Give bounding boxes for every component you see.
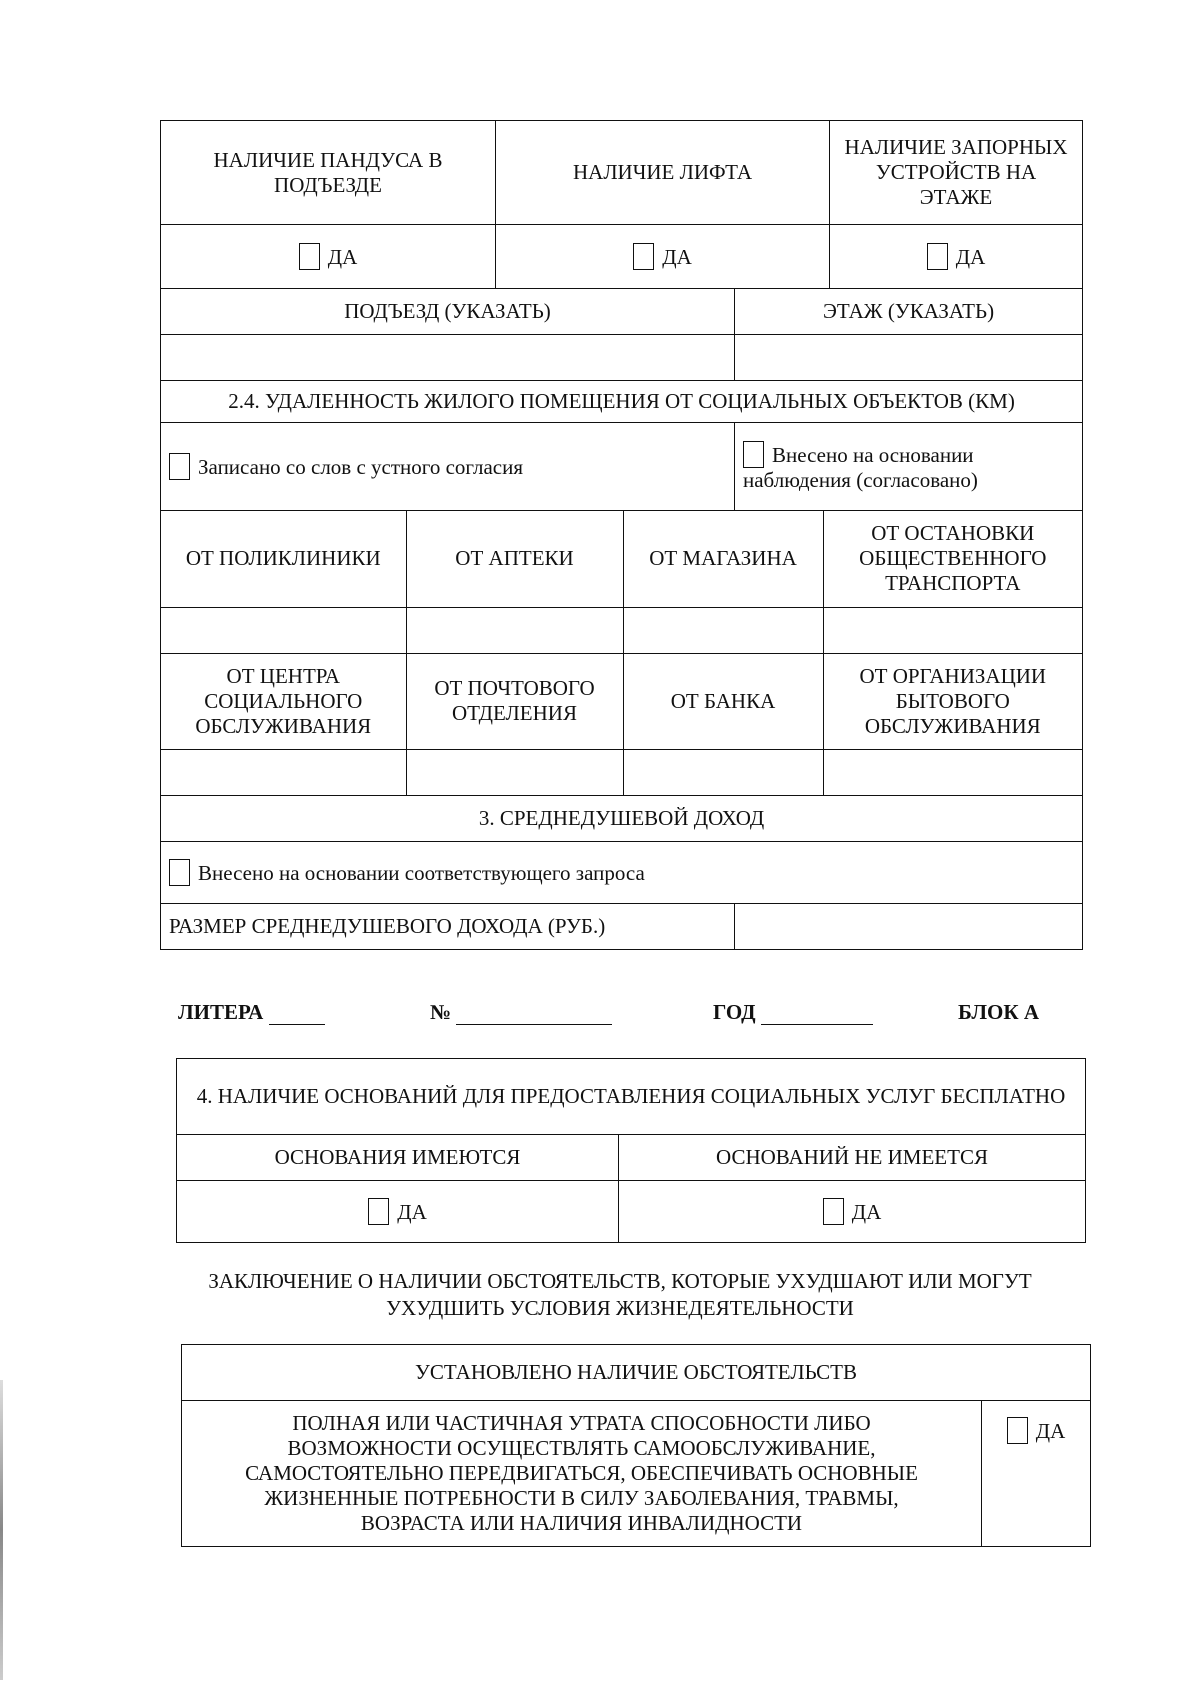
conclusion-heading: ЗАКЛЮЧЕНИЕ О НАЛИЧИИ ОБСТОЯТЕЛЬСТВ, КОТОРЫЕ УХУДШАЮТ ИЛИ МОГУТ УХУДШИТЬ УСЛОВИЯ ЖИЗНЕДЕЯТЕЛЬНОСТИ [208, 1269, 1032, 1320]
grounds-have-header: ОСНОВАНИЯ ИМЕЮТСЯ [177, 1135, 619, 1181]
distance-shop-value[interactable] [623, 607, 823, 653]
distance-grid [161, 511, 1082, 795]
circumstances-established-title: УСТАНОВЛЕНО НАЛИЧИЕ ОБСТОЯТЕЛЬСТВ [182, 1345, 1091, 1401]
income-request-checkbox[interactable] [169, 859, 190, 886]
block-label: БЛОК А [958, 1000, 1039, 1024]
floor-input-cell[interactable] [735, 335, 1083, 381]
distance-clinic-value[interactable] [161, 607, 406, 653]
grounds-table [176, 1058, 1086, 1243]
income-section-title: 3. СРЕДНЕДУШЕВОЙ ДОХОД [161, 796, 1083, 842]
observation-label: Внесено на основании наблюдения (согласовано) [743, 442, 978, 492]
yes-label: ДА [955, 245, 986, 269]
circumstance-self-care-text: ПОЛНАЯ ИЛИ ЧАСТИЧНАЯ УТРАТА СПОСОБНОСТИ ЛИБО ВОЗМОЖНОСТИ ОСУЩЕСТВЛЯТЬ САМООБСЛУЖИВАНИЕ, САМОСТОЯТЕЛЬНО ПЕРЕДВИГАТЬСЯ, ОБЕСПЕЧИВАТЬ ОСНОВНЫЕ ЖИЗНЕННЫЕ ПОТРЕБНОСТИ В СИЛУ ЗАБОЛЕВАНИЯ, ТРАВМЫ, ВОЗРАСТА ИЛИ НАЛИЧИЯ ИНВАЛИДНОСТИ [182, 1401, 982, 1547]
lock-yes-cell [830, 225, 1083, 289]
distance-bank-value[interactable] [623, 749, 823, 795]
number-label: № [430, 1000, 452, 1024]
yes-label: ДА [851, 1200, 882, 1224]
distance-pharmacy-value[interactable] [406, 607, 623, 653]
entrance-header: ПОДЪЕЗД (УКАЗАТЬ) [161, 289, 735, 335]
verbal-consent-checkbox[interactable] [169, 453, 190, 480]
lock-devices-checkbox[interactable] [927, 243, 948, 270]
distance-transport-stop-value[interactable] [823, 607, 1082, 653]
yes-label: ДА [1035, 1419, 1066, 1443]
grounds-have-checkbox[interactable] [368, 1198, 389, 1225]
distance-shop-label: ОТ МАГАЗИНА [623, 511, 823, 607]
distance-social-center-value[interactable] [161, 749, 406, 795]
distance-clinic-label: ОТ ПОЛИКЛИНИКИ [161, 511, 406, 607]
income-size-label: РАЗМЕР СРЕДНЕДУШЕВОГО ДОХОДА (РУБ.) [161, 904, 735, 950]
circumstance-self-care-cell [982, 1401, 1091, 1547]
yes-label: ДА [327, 245, 358, 269]
distance-section-title: 2.4. УДАЛЕННОСТЬ ЖИЛОГО ПОМЕЩЕНИЯ ОТ СОЦИАЛЬНЫХ ОБЪЕКТОВ (КМ) [161, 381, 1083, 423]
distance-post-office-value[interactable] [406, 749, 623, 795]
grounds-have-cell [177, 1181, 619, 1243]
number-blank[interactable] [456, 1004, 612, 1025]
floor-header: ЭТАЖ (УКАЗАТЬ) [735, 289, 1083, 335]
yes-label: ДА [397, 1200, 427, 1224]
lock-devices-header: НАЛИЧИЕ ЗАПОРНЫХ УСТРОЙСТВ НА ЭТАЖЕ [830, 121, 1083, 225]
distance-consumer-service-label: ОТ ОРГАНИЗАЦИИ БЫТОВОГО ОБСЛУЖИВАНИЯ [823, 653, 1082, 749]
grounds-none-cell [619, 1181, 1086, 1243]
distance-option-observed-cell [735, 423, 1083, 511]
income-size-input[interactable] [735, 904, 1083, 950]
distance-pharmacy-label: ОТ АПТЕКИ [406, 511, 623, 607]
lift-header: НАЛИЧИЕ ЛИФТА [496, 121, 830, 225]
lift-checkbox[interactable] [633, 243, 654, 270]
ramp-checkbox[interactable] [299, 243, 320, 270]
entrance-input-cell[interactable] [161, 335, 735, 381]
distance-bank-label: ОТ БАНКА [623, 653, 823, 749]
yes-label: ДА [662, 245, 692, 269]
litera-blank[interactable] [269, 1004, 325, 1025]
year-label: ГОД [713, 1000, 756, 1024]
distance-social-center-label: ОТ ЦЕНТРА СОЦИАЛЬНОГО ОБСЛУЖИВАНИЯ [161, 653, 406, 749]
document-header-line [178, 1000, 1058, 1034]
verbal-consent-label: Записано со слов с устного согласия [198, 455, 523, 479]
scan-edge-artifact [0, 1380, 3, 1680]
housing-table [160, 120, 1083, 950]
circumstance-self-care-checkbox[interactable] [1007, 1417, 1028, 1444]
ramp-yes-cell [161, 225, 496, 289]
litera-label: ЛИТЕРА [178, 1000, 264, 1024]
grounds-none-checkbox[interactable] [823, 1198, 844, 1225]
lift-yes-cell [496, 225, 830, 289]
distance-transport-stop-label: ОТ ОСТАНОВКИ ОБЩЕСТВЕННОГО ТРАНСПОРТА [823, 511, 1082, 607]
distance-option-verbal-cell [161, 423, 735, 511]
ramp-header: НАЛИЧИЕ ПАНДУСА В ПОДЪЕЗДЕ [161, 121, 496, 225]
circumstances-table [181, 1344, 1091, 1547]
distance-post-office-label: ОТ ПОЧТОВОГО ОТДЕЛЕНИЯ [406, 653, 623, 749]
income-request-label: Внесено на основании соответствующего запроса [198, 861, 645, 885]
observation-checkbox[interactable] [743, 441, 764, 468]
distance-consumer-service-value[interactable] [823, 749, 1082, 795]
grounds-title: 4. НАЛИЧИЕ ОСНОВАНИЙ ДЛЯ ПРЕДОСТАВЛЕНИЯ СОЦИАЛЬНЫХ УСЛУГ БЕСПЛАТНО [177, 1059, 1086, 1135]
year-blank[interactable] [761, 1004, 873, 1025]
grounds-none-header: ОСНОВАНИЙ НЕ ИМЕЕТСЯ [619, 1135, 1086, 1181]
income-option-cell [161, 842, 1083, 904]
